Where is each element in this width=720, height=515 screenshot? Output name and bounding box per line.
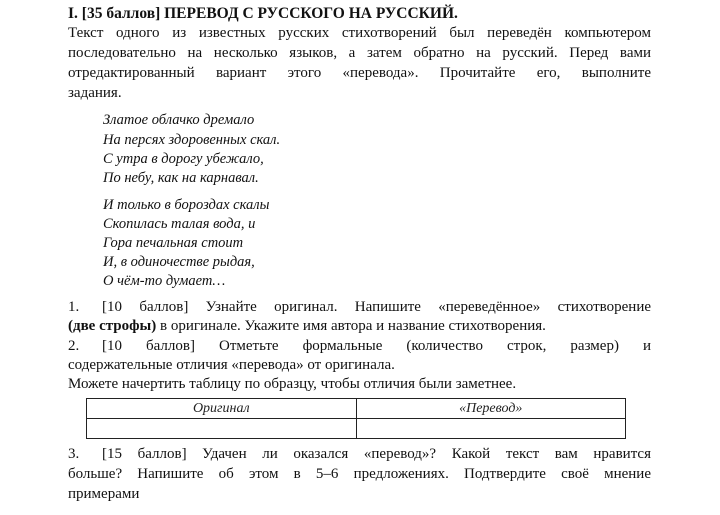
task-2-text: [10 баллов] Отметьте формальные (количество строк, размер) и <box>102 338 651 354</box>
table-cell-empty <box>356 419 626 439</box>
task-1-number: 1. <box>68 299 80 315</box>
poem-line: По небу, как на карнавал. <box>103 170 259 186</box>
table-cell-empty <box>87 419 357 439</box>
section-title: I. [35 баллов] ПЕРЕВОД С РУССКОГО НА РУССКИЙ. <box>68 5 458 22</box>
task-1-text-2: в оригинале. Укажите имя автора и название стихотворения. <box>156 318 546 334</box>
poem-line: Скопилась талая вода, и <box>103 216 256 232</box>
table-header-row <box>87 399 626 419</box>
task-3-number: 3. <box>68 446 80 462</box>
task-3-line-3: примерами <box>68 486 140 502</box>
intro-line-1: Текст одного из известных русских стихотворений был переведён компьютером <box>68 25 651 41</box>
poem-line: О чём-то думает… <box>103 273 226 289</box>
poem-line: На персях здоровенных скал. <box>103 132 281 148</box>
task-3-text: [15 баллов] Удачен ли оказался «перевод»? Какой текст вам нравится <box>102 446 651 462</box>
poem-line: Гора печальная стоит <box>103 235 244 251</box>
table-header-translation: «Перевод» <box>356 399 626 419</box>
task-2-line-3: Можете начертить таблицу по образцу, чтобы отличия были заметнее. <box>68 376 517 392</box>
poem-line: С утра в дорогу убежало, <box>103 151 264 167</box>
task-3-line-2: больше? Напишите об этом в 5–6 предложениях. Подтвердите своё мнение <box>68 466 651 482</box>
intro-line-2: последовательно на несколько языков, а затем обратно на русский. Перед вами <box>68 45 651 61</box>
task-2-line-1 <box>68 337 651 356</box>
task-1-line-1 <box>68 298 651 317</box>
poem-line: И, в одиночестве рыдая, <box>103 254 255 270</box>
task-1-line-2 <box>68 317 651 336</box>
task-1-text: [10 баллов] Узнайте оригинал. Напишите «переведённое» стихотворение <box>102 299 651 315</box>
task-3-line-1 <box>68 445 651 464</box>
task-1-bold: (две строфы) <box>68 318 157 334</box>
task-2-number: 2. <box>68 338 80 354</box>
table-row <box>87 419 626 439</box>
intro-line-4: задания. <box>68 85 122 101</box>
intro-line-3: отредактированный вариант этого «перевода». Прочитайте его, выполните <box>68 65 651 81</box>
task-2-line-2: содержательные отличия «перевода» от оригинала. <box>68 357 395 373</box>
poem-line: И только в бороздах скалы <box>103 197 270 213</box>
table-header-original: Оригинал <box>87 399 357 419</box>
poem-line: Златое облачко дремало <box>103 112 255 128</box>
comparison-table <box>86 398 626 439</box>
